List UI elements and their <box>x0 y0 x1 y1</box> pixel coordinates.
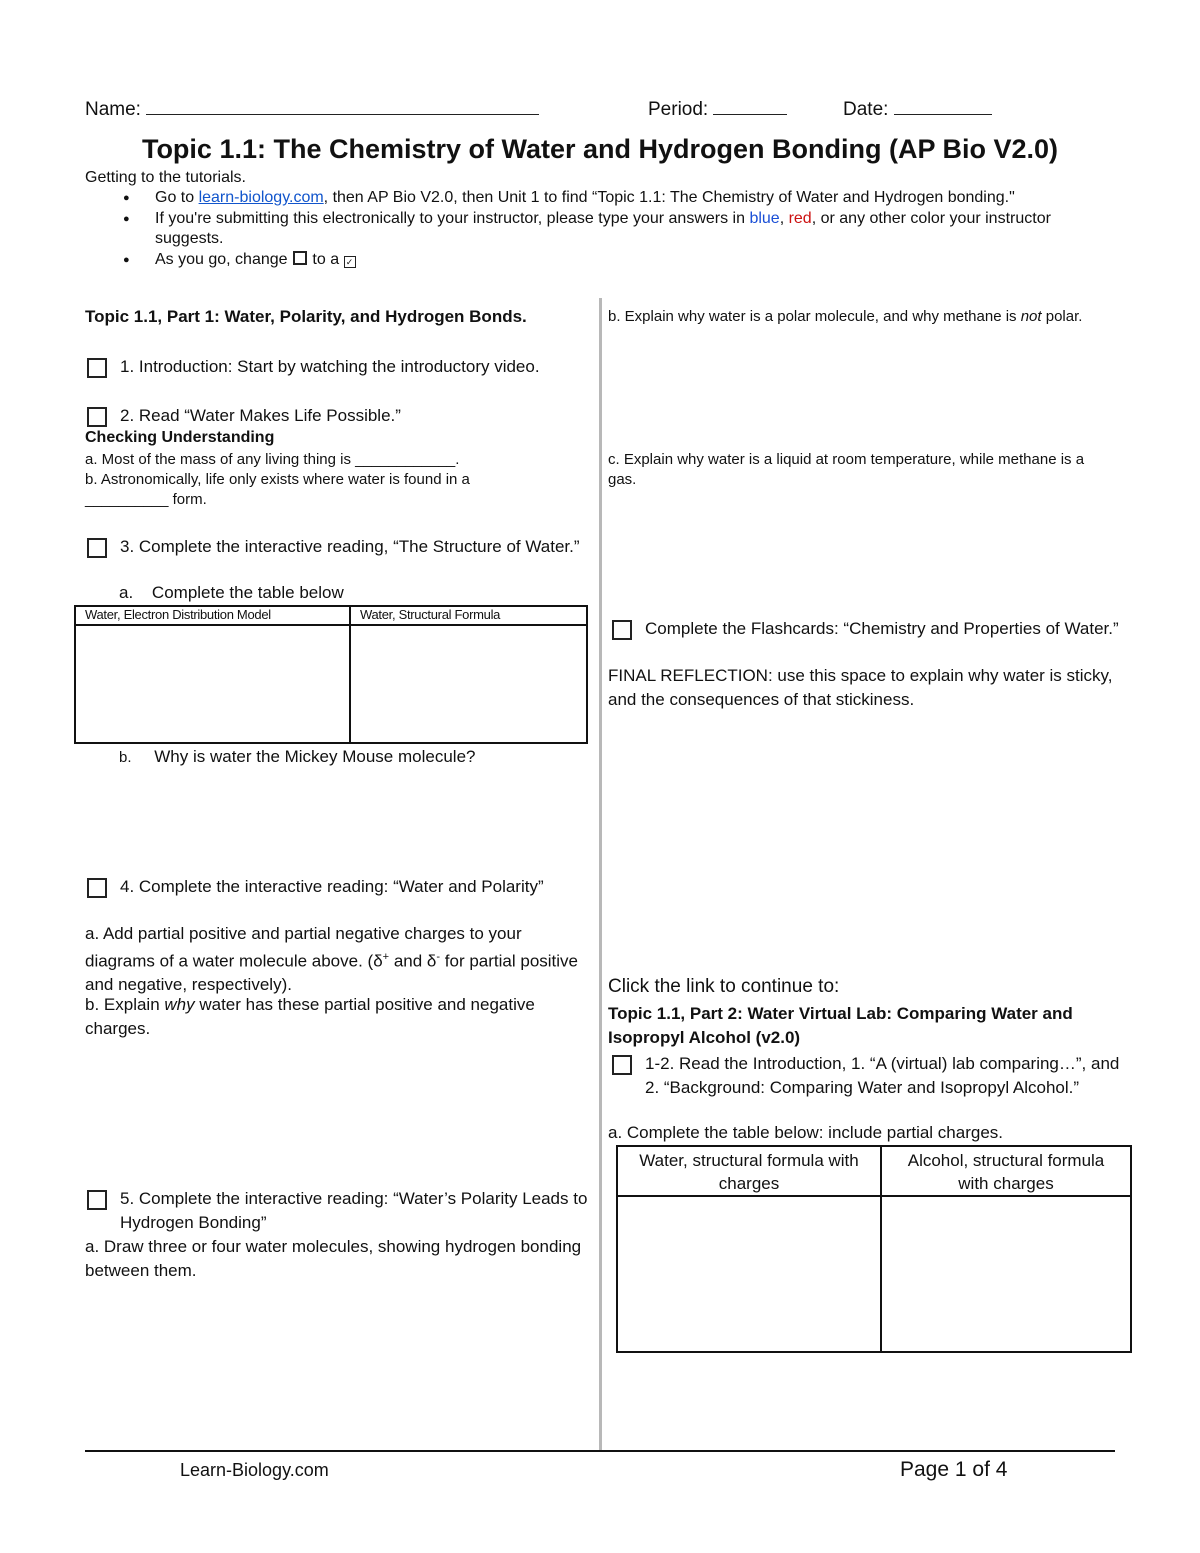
bullet-text: Go to <box>155 189 199 206</box>
footer-page-number: Page 1 of 4 <box>900 1458 1008 1481</box>
answer-cell[interactable] <box>617 1196 881 1352</box>
answer-cell[interactable] <box>75 625 350 743</box>
task4-b-text: water has these partial positive and negative charges. <box>85 995 535 1038</box>
intro-bullet-2 <box>155 209 1095 250</box>
blue-word: blue <box>749 209 780 227</box>
question-b-text: b. Explain why water is a polar molecule, and why methane is <box>608 308 1021 325</box>
task3-b <box>119 747 475 767</box>
table-header-cell <box>75 606 350 625</box>
checkbox-icon[interactable] <box>87 878 107 898</box>
answer-cell[interactable] <box>881 1196 1131 1352</box>
checkbox-icon[interactable] <box>87 538 107 558</box>
flashcards-text: Complete the Flashcards: “Chemistry and Properties of Water.” <box>645 619 1119 638</box>
task3-text: 3. Complete the interactive reading, “The Structure of Water.” <box>120 537 580 556</box>
table-row <box>75 625 587 743</box>
name-field[interactable] <box>85 96 539 121</box>
table-header-cell <box>350 606 587 625</box>
name-blank[interactable] <box>146 96 539 115</box>
answer-cell[interactable] <box>350 625 587 743</box>
intro-bullet-list <box>85 188 1095 270</box>
table-header-cell <box>617 1146 881 1196</box>
period-label: Period: <box>648 99 709 120</box>
table-header-cell <box>881 1146 1131 1196</box>
question-b <box>608 307 1108 327</box>
task4-a-text: for partial positive and negative, respectively). <box>85 951 579 994</box>
task2-item[interactable] <box>87 404 587 428</box>
task12-a: a. Complete the table below: include partial charges. <box>608 1123 1004 1142</box>
delta-plus: + <box>382 950 390 963</box>
table-header-row <box>75 606 587 625</box>
question-c: c. Explain why water is a liquid at room temperature, while methane is a gas. <box>608 451 1085 488</box>
header-text: Water, structural formula with charges <box>639 1151 859 1193</box>
part2-heading[interactable]: Topic 1.1, Part 2: Water Virtual Lab: Comparing Water and Isopropyl Alcohol (v2.0) <box>608 1004 1073 1047</box>
task2-text: 2. Read “Water Makes Life Possible.” <box>120 406 401 425</box>
task3-a <box>119 583 344 603</box>
check-question-a: a. Most of the mass of any living thing is ____________. <box>85 451 460 468</box>
task5-text: 5. Complete the interactive reading: “Water’s Polarity Leads to Hydrogen Bonding” <box>120 1189 588 1232</box>
period-blank[interactable] <box>713 96 787 115</box>
task4-item[interactable] <box>87 875 557 899</box>
intro-heading: Getting to the tutorials. <box>85 169 246 186</box>
bullet-text: , then AP Bio V2.0, then Unit 1 to find “Topic 1.1: The Chemistry of Water and Hydrogen bonding." <box>323 189 1015 206</box>
footer-rule <box>85 1450 1115 1452</box>
intro-section <box>85 168 1095 270</box>
header-text: Water, Electron Distribution Model <box>85 607 271 622</box>
task1-item[interactable] <box>87 355 587 379</box>
header-text: Alcohol, structural formula with charges <box>907 1151 1105 1193</box>
task4-text: 4. Complete the interactive reading: “Water and Polarity” <box>120 877 544 896</box>
task3-b-text: Why is water the Mickey Mouse molecule? <box>154 747 476 766</box>
part1-heading: Topic 1.1, Part 1: Water, Polarity, and Hydrogen Bonds. <box>85 307 527 326</box>
task4-b-emphasis: why <box>164 995 195 1014</box>
column-divider <box>599 298 602 1451</box>
bullet-text: , <box>779 209 789 227</box>
check-question-b: b. Astronomically, life only exists where water is found in a __________ form. <box>85 471 470 508</box>
page-title: Topic 1.1: The Chemistry of Water and Hydrogen Bonding (AP Bio V2.0) <box>141 134 1059 164</box>
task12-text: 1-2. Read the Introduction, 1. “A (virtual) lab comparing…”, and 2. “Background: Comparing Water and Isopropyl Alcohol.” <box>645 1054 1120 1097</box>
task3-b-label: b. <box>119 749 132 766</box>
question-b-emphasis: not <box>1020 308 1042 325</box>
task4-b <box>85 993 545 1040</box>
checkbox-icon[interactable] <box>87 358 107 378</box>
period-field[interactable] <box>648 96 787 121</box>
name-label: Name: <box>85 99 141 120</box>
task4-a-text: a. Add partial positive and partial negative charges to your diagrams of a water molecule above. (δ <box>85 924 522 971</box>
question-b-text: polar. <box>1041 308 1083 325</box>
task3-item[interactable] <box>87 535 597 559</box>
bullet-text: , or any other color your instructor suggests. <box>155 209 1051 247</box>
task5-item[interactable] <box>87 1187 597 1234</box>
task3-a-text: Complete the table below <box>151 583 344 602</box>
table-header-row <box>617 1146 1131 1196</box>
bullet-text: If you're submitting this electronically to your instructor, please type your answers in <box>155 209 750 227</box>
empty-checkbox-icon <box>293 251 307 265</box>
task4-b-text: b. Explain <box>85 995 165 1014</box>
red-word: red <box>788 209 812 227</box>
checked-checkbox-icon: ✓ <box>344 256 356 268</box>
delta-minus: - <box>436 950 441 963</box>
checkbox-icon[interactable] <box>612 1055 632 1075</box>
footer-site: Learn-Biology.com <box>180 1460 329 1480</box>
checking-understanding-heading: Checking Understanding <box>85 429 275 446</box>
checkbox-icon[interactable] <box>87 407 107 427</box>
task5-a: a. Draw three or four water molecules, showing hydrogen bonding between them. <box>85 1237 582 1280</box>
checkbox-icon[interactable] <box>87 1190 107 1210</box>
learn-biology-link[interactable]: learn-biology.com <box>198 189 324 206</box>
flashcards-item[interactable] <box>612 617 1122 641</box>
task1-text: 1. Introduction: Start by watching the introductory video. <box>120 357 540 376</box>
bullet-text: to a <box>307 250 344 268</box>
checkbox-icon[interactable] <box>612 620 632 640</box>
intro-bullet-1 <box>155 188 1055 209</box>
task4-a-text: and δ <box>389 951 437 971</box>
charges-table <box>616 1145 1132 1353</box>
header-text: Water, Structural Formula <box>360 607 501 622</box>
task4-a <box>85 922 585 996</box>
water-model-table <box>74 605 588 744</box>
final-reflection: FINAL REFLECTION: use this space to explain why water is sticky, and the consequences of that stickiness. <box>608 666 1113 709</box>
date-label: Date: <box>843 99 889 120</box>
task3-a-label: a. <box>119 583 134 602</box>
task12-item[interactable] <box>612 1052 1132 1099</box>
intro-bullet-3 <box>155 250 1095 271</box>
date-field[interactable] <box>843 96 992 121</box>
table-row <box>617 1196 1131 1352</box>
continue-link-text: Click the link to continue to: <box>608 976 840 997</box>
date-blank[interactable] <box>894 96 992 115</box>
bullet-text: As you go, change <box>155 250 292 268</box>
